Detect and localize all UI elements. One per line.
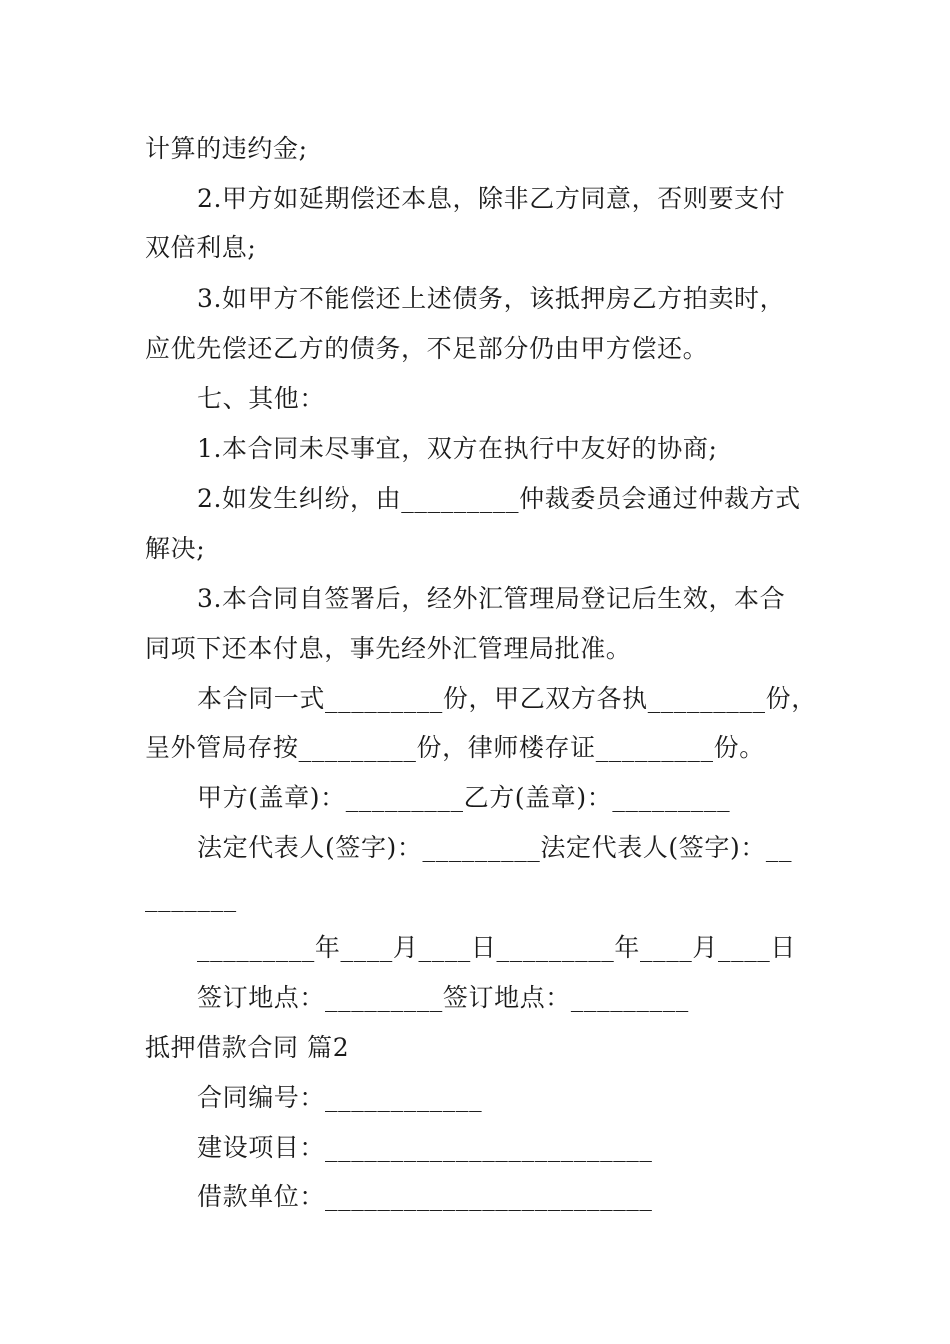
text-line: 同项下还本付息，事先经外汇管理局批准。 bbox=[145, 634, 632, 663]
text-line: 呈外管局存按_________份，律师楼存证_________份。 bbox=[145, 733, 765, 762]
text-line: 应优先偿还乙方的债务，不足部分仍由甲方偿还。 bbox=[145, 334, 709, 363]
text-line: 本合同一式_________份，甲乙双方各执_________份， bbox=[197, 684, 817, 713]
form-field-line: 建设项目：_________________________ bbox=[197, 1133, 653, 1162]
section-title: 抵押借款合同 篇2 bbox=[145, 1033, 350, 1062]
text-line: 解决; bbox=[145, 534, 206, 563]
text-line: 1.本合同未尽事宜，双方在执行中友好的协商; bbox=[197, 434, 718, 463]
text-line: 计算的违约金; bbox=[145, 134, 308, 163]
signature-line: 法定代表人(签字)：_________法定代表人(签字)：__ bbox=[197, 833, 793, 862]
date-line: _________年____月____日_________年____月____日 bbox=[197, 933, 797, 962]
section-heading: 七、其他： bbox=[197, 384, 326, 413]
text-line: 2.甲方如延期偿还本息，除非乙方同意，否则要支付 bbox=[197, 184, 786, 213]
text-line: 3.如甲方不能偿还上述债务，该抵押房乙方拍卖时， bbox=[197, 284, 786, 313]
form-field-line: 借款单位：_________________________ bbox=[197, 1182, 653, 1211]
signature-line: _______ bbox=[145, 883, 237, 912]
text-line: 3.本合同自签署后，经外汇管理局登记后生效，本合 bbox=[197, 584, 786, 613]
place-line: 签订地点：_________签订地点：_________ bbox=[197, 983, 689, 1012]
form-field-line: 合同编号：____________ bbox=[197, 1083, 483, 1112]
text-line: 2.如发生纠纷，由_________仲裁委员会通过仲裁方式 bbox=[197, 484, 801, 513]
signature-line: 甲方(盖章)：_________乙方(盖章)：_________ bbox=[197, 783, 731, 812]
text-line: 双倍利息; bbox=[145, 233, 257, 262]
